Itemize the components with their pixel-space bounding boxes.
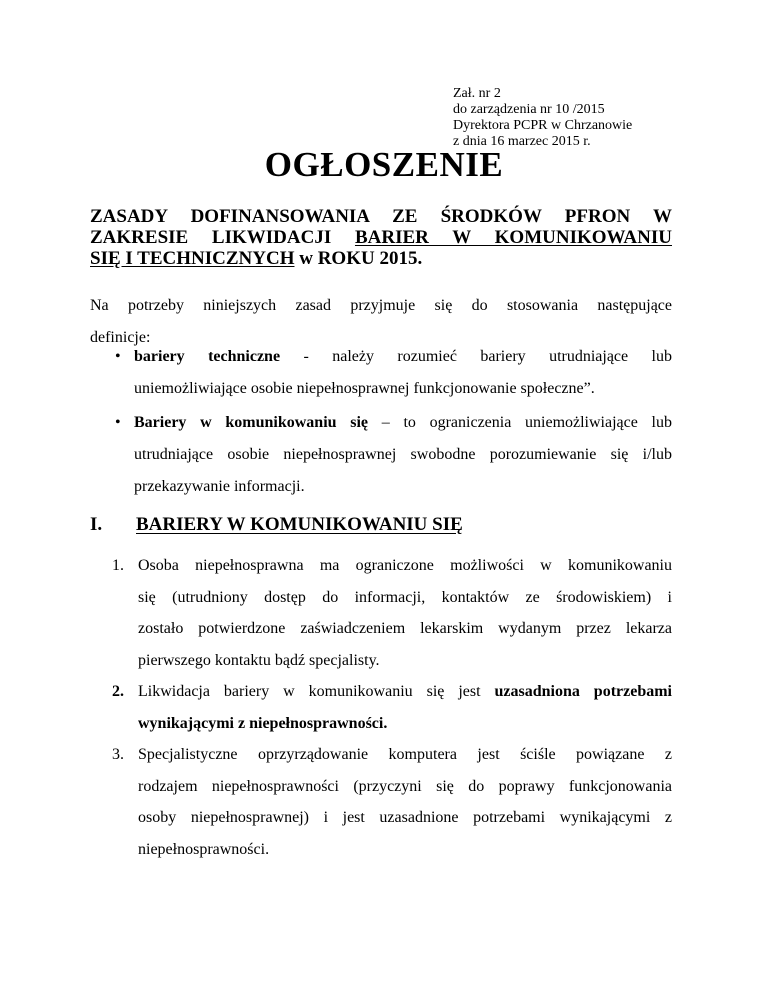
definition-line: uniemożliwiające osobie niepełnosprawnej funkcjonowanie społeczne”.: [134, 380, 595, 397]
headline-text: ZAKRESIE LIKWIDACJI: [90, 227, 355, 248]
definition-term: bariery techniczne: [134, 348, 281, 365]
item-line: [138, 676, 672, 708]
definition-term: Bariery w komunikowaniu się: [134, 414, 369, 431]
headline-line: [90, 227, 672, 248]
item-number: 3.: [112, 746, 124, 763]
item-text: Likwidacja bariery w komunikowaniu się jest: [138, 683, 495, 700]
definition-line: [134, 341, 672, 373]
headline-line: ZASADY DOFINANSOWANIA ZE ŚRODKÓW PFRON W: [90, 206, 672, 227]
definition-item: [115, 407, 672, 503]
definition-text: - należy rozumieć bariery utrudniające lub: [280, 348, 672, 365]
item-line: wynikającymi z niepełnosprawności.: [138, 714, 388, 732]
headline-line: [90, 248, 672, 269]
definition-item: [115, 341, 672, 405]
definitions-list: [115, 341, 672, 505]
section-title: BARIERY W KOMUNIKOWANIU SIĘ: [136, 514, 463, 535]
reference-line: do zarządzenia nr 10 /2015: [453, 102, 605, 117]
reference-block: [453, 86, 632, 150]
intro-line: definicje:: [90, 329, 151, 346]
list-item: [112, 676, 672, 739]
definition-text: – to ograniczenia uniemożliwiające lub: [368, 414, 672, 431]
item-line: pierwszego kontaktu bądź specjalisty.: [138, 651, 380, 669]
reference-line: z dnia 16 marzec 2015 r.: [453, 134, 591, 149]
numbered-list: [112, 550, 672, 865]
headline: [90, 206, 672, 269]
list-item: [112, 550, 672, 676]
item-line: się (utrudniony dostęp do informacji, kontaktów ze środowiskiem) i: [138, 588, 672, 606]
item-bold-text: uzasadniona potrzebami: [494, 683, 672, 700]
item-line: osoby niepełnosprawnej) i jest uzasadnione potrzebami wynikającymi z: [138, 809, 672, 826]
intro-line: Na potrzeby niniejszych zasad przyjmuje się do stosowania następujące: [90, 297, 672, 314]
item-line: Osoba niepełnosprawna ma ograniczone możliwości w komunikowaniu: [138, 557, 672, 574]
item-line: niepełnosprawności.: [138, 840, 270, 858]
reference-line: Zał. nr 2: [453, 86, 501, 101]
section-number: I.: [90, 514, 103, 535]
item-line: rodzajem niepełnosprawności (przyczyni się do poprawy funkcjonowania: [138, 777, 672, 795]
headline-underlined-text: SIĘ I TECHNICZNYCH: [90, 248, 295, 269]
definition-line: przekazywanie informacji.: [134, 478, 305, 495]
bullet-icon: •: [115, 414, 121, 431]
document-title: OGŁOSZENIE: [264, 145, 504, 184]
item-number: 1.: [112, 557, 124, 574]
definition-line: utrudniające osobie niepełnosprawnej swobodne porozumiewanie się i/lub: [134, 446, 672, 463]
item-line: Specjalistyczne oprzyrządowanie komputera jest ściśle powiązane z: [138, 746, 672, 763]
bullet-icon: •: [115, 348, 121, 365]
reference-line: Dyrektora PCPR w Chrzanowie: [453, 118, 633, 133]
item-number: 2.: [112, 683, 124, 700]
headline-underlined-text: BARIER W KOMUNIKOWANIU: [354, 227, 672, 248]
item-line: zostało potwierdzone zaświadczeniem lekarskim wydanym przez lekarza: [138, 620, 672, 637]
headline-text: w ROKU 2015.: [294, 248, 423, 269]
list-item: [112, 739, 672, 865]
definition-line: [134, 407, 672, 439]
